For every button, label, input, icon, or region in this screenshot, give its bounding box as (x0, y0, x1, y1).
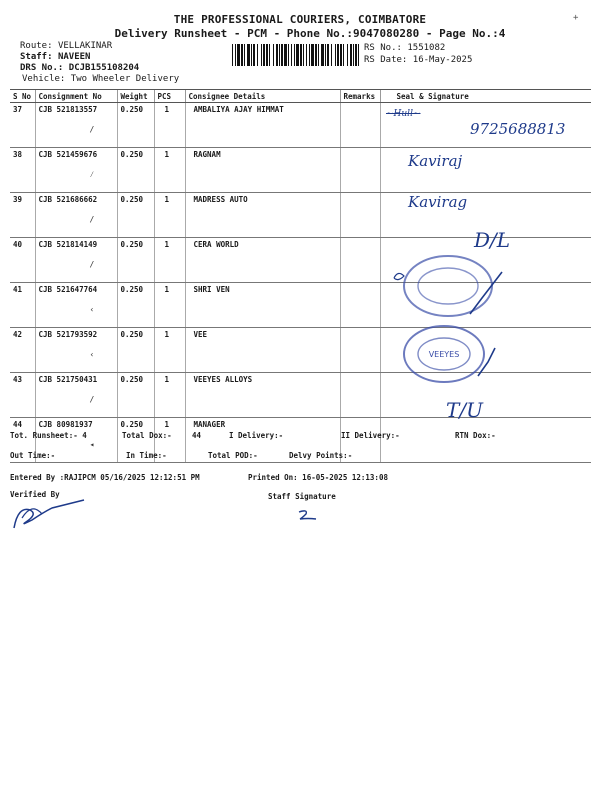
cell-pcs: 1 (154, 103, 185, 148)
cell-sno: 40 (10, 238, 35, 283)
in-time: In Time:- (126, 451, 167, 460)
signature-kaviraj-2: Kavirag (408, 193, 468, 211)
tick-mark: / (89, 260, 95, 269)
vehicle-line (22, 74, 179, 84)
cell-consignment: CJB 521750431 / (35, 373, 117, 418)
total-pod: Total POD:- (208, 451, 258, 460)
table-row (10, 373, 591, 418)
cell-pcs: 1 (154, 328, 185, 373)
rtn-dox: RTN Dox:- (455, 431, 496, 440)
signature-kaviraj-1: Kaviraj (408, 152, 463, 170)
cell-consignee: MADRESS AUTO (185, 193, 340, 238)
cell-consignee: VEE (185, 328, 340, 373)
cell-remarks (340, 148, 380, 193)
cell-consignee: RAGNAM (185, 148, 340, 193)
rs-date-value: 16-May-2025 (412, 55, 473, 65)
signature-dl: D/L (474, 228, 511, 252)
rs-no-label: RS No.: (364, 43, 402, 53)
col-header-consignee: Consignee Details (185, 90, 340, 103)
col-header-signature: Seal & Signature (380, 90, 591, 103)
company-title: THE PROFESSIONAL COURIERS, COIMBATORE (173, 13, 427, 26)
cell-consignee: CERA WORLD (185, 238, 340, 283)
cell-consignment: CJB 521647764 ‹ (35, 283, 117, 328)
cell-weight: 0.250 (117, 328, 154, 373)
cell-weight: 0.250 (117, 283, 154, 328)
cell-sno: 39 (10, 193, 35, 238)
rs-no-line (364, 43, 445, 53)
cell-sno: 37 (10, 103, 35, 148)
stamp-inner-text: VEEYES (428, 350, 460, 359)
tick-mark: ⁄ (89, 170, 95, 179)
col-header-remarks: Remarks (340, 90, 380, 103)
staff-value: NAVEEN (57, 52, 91, 62)
cell-sno: 43 (10, 373, 35, 418)
cell-remarks (340, 193, 380, 238)
staff-line (20, 52, 90, 62)
cell-sno: 44 (10, 418, 35, 463)
tick-mark: ◂ (89, 440, 95, 449)
cell-consignment: CJB 521686662 / (35, 193, 117, 238)
rs-no-value: 1551082 (407, 43, 446, 53)
signature-phone: 9725688813 (470, 120, 566, 138)
total-dox-value: 44 (192, 431, 202, 440)
out-time: Out Time:- (10, 451, 56, 460)
i-delivery: I Delivery:- (229, 431, 284, 440)
cell-pcs: 1 (154, 373, 185, 418)
table-row (10, 148, 591, 193)
col-header-sno: S No (10, 90, 35, 103)
rs-date-line (364, 55, 472, 65)
rs-date-label: RS Date: (364, 55, 408, 65)
cell-consignee: SHRI VEN (185, 283, 340, 328)
ii-delivery: II Delivery:- (341, 431, 400, 440)
vehicle-value: Two Wheeler Delivery (70, 74, 180, 84)
drs-label: DRS No.: (20, 63, 64, 73)
cell-weight: 0.250 (117, 373, 154, 418)
cell-consignment: CJB 521459676 ⁄ (35, 148, 117, 193)
printed-on: Printed On: 16-05-2025 12:13:08 (248, 473, 388, 482)
corner-mark: + (573, 13, 579, 23)
col-header-consignment: Consignment No (35, 90, 117, 103)
cell-consignee: AMBALIYA AJAY HIMMAT (185, 103, 340, 148)
cell-weight: 0.250 (117, 103, 154, 148)
cell-consignment: CJB 521813557 / (35, 103, 117, 148)
staff-label: Staff: (20, 52, 53, 62)
vehicle-label: Vehicle: (22, 74, 66, 84)
col-header-pcs: PCS (154, 90, 185, 103)
tot-runsheet: Tot. Runsheet:- 4 (10, 431, 87, 440)
route-value: VELLAKINAR (57, 41, 113, 51)
cell-remarks (340, 283, 380, 328)
cell-remarks (340, 373, 380, 418)
drs-value: DCJB155108204 (68, 63, 140, 73)
route-line (20, 41, 112, 51)
staff-signature-label: Staff Signature (268, 492, 336, 501)
table-header-row (10, 90, 591, 103)
cell-pcs: 1 (154, 283, 185, 328)
cell-weight: 0.250 (117, 418, 154, 463)
cell-remarks (340, 103, 380, 148)
cell-sno: 38 (10, 148, 35, 193)
route-label: Route: (20, 41, 53, 51)
signature-scribble: ~Hull~ (386, 109, 421, 119)
delvy-points: Delvy Points:- (289, 451, 353, 460)
cell-weight: 0.250 (117, 193, 154, 238)
tick-mark: ‹ (89, 305, 95, 314)
tick-mark: / (89, 125, 95, 134)
company-stamp-upper (392, 248, 504, 328)
cell-pcs: 1 (154, 148, 185, 193)
signature-tu: T/U (446, 398, 483, 422)
verified-signature (8, 498, 88, 532)
total-dox-label: Total Dox:- (122, 431, 172, 440)
cell-consignee: MANAGER (185, 418, 340, 463)
entered-by: Entered By :RAJIPCM 05/16/2025 12:12:51 PM (10, 473, 200, 482)
cell-remarks (340, 328, 380, 373)
runsheet-subtitle: Delivery Runsheet - PCM - Phone No.:9047080280 - Page No.:4 (114, 27, 506, 40)
cell-consignment: CJB 521793592 ‹ (35, 328, 117, 373)
cell-consignee: VEEYES ALLOYS (185, 373, 340, 418)
cell-remarks (340, 238, 380, 283)
tick-mark: / (89, 215, 95, 224)
tick-mark: / (89, 395, 95, 404)
cell-pcs: 1 (154, 238, 185, 283)
col-header-weight: Weight (117, 90, 154, 103)
cell-consignment: CJB 80981937 ◂ (35, 418, 117, 463)
company-stamp-lower (396, 318, 496, 388)
table-row (10, 328, 591, 373)
cell-signature (380, 418, 591, 463)
staff-signature (296, 508, 320, 522)
cell-pcs: 1 (154, 193, 185, 238)
drs-line (20, 63, 139, 73)
cell-sno: 42 (10, 328, 35, 373)
barcode (232, 44, 359, 66)
verified-by: Verified By (10, 490, 60, 499)
cell-weight: 0.250 (117, 148, 154, 193)
cell-consignment: CJB 521814149 / (35, 238, 117, 283)
cell-weight: 0.250 (117, 238, 154, 283)
cell-sno: 41 (10, 283, 35, 328)
cell-pcs: 1 (154, 418, 185, 463)
tick-mark: ‹ (89, 350, 95, 359)
